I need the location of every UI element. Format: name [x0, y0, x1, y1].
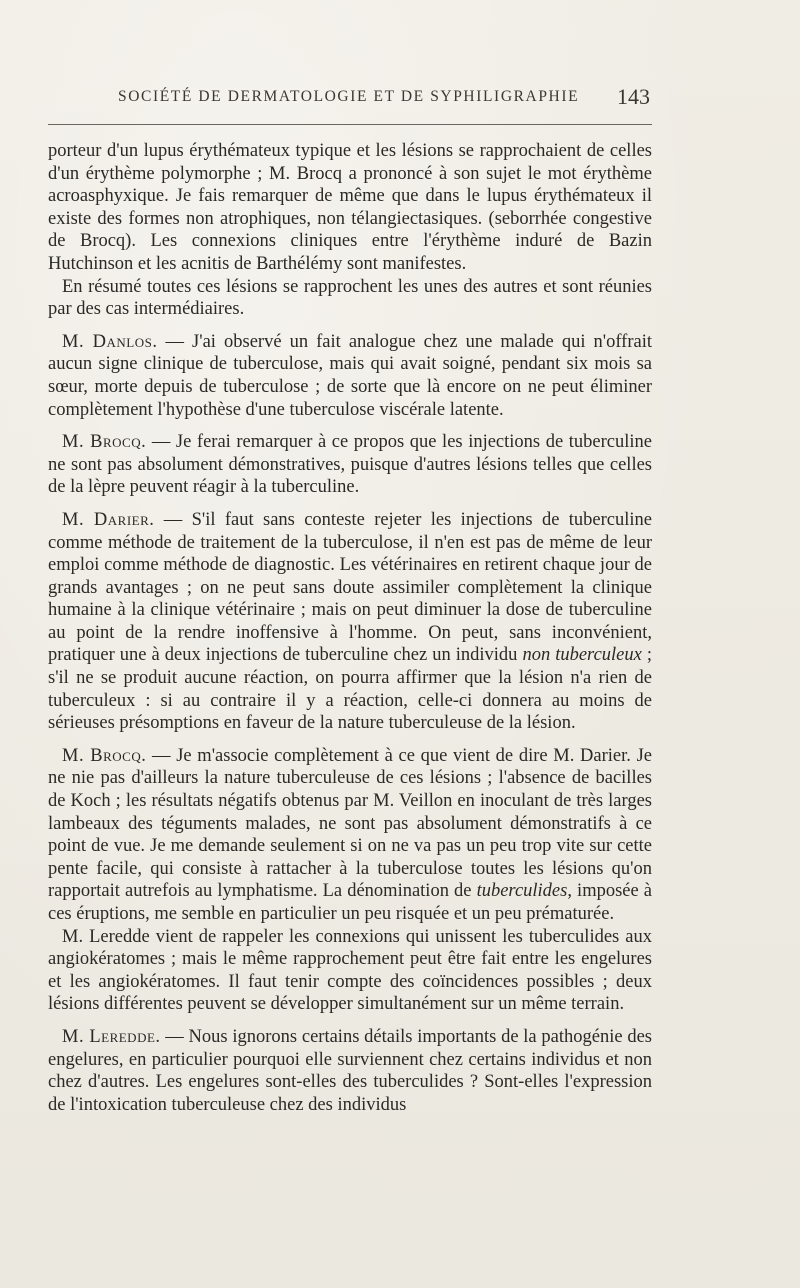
paragraph-leredde-text: — Nous ignorons certains détails importants de la pathogénie des engelures, en particulier pourquoi elle surviennent chez certains individus et non chez d'autres. Les engelures sont-elles des tuberculides ? Sont-elles l'expression de l'intoxication tuberculeuse chez des individus — [48, 1026, 652, 1115]
paragraph-darier — [48, 509, 652, 735]
paragraph-brocq-1 — [48, 431, 652, 499]
paragraph-brocq-3 — [48, 926, 652, 1016]
running-head-title: SOCIÉTÉ DE DERMATOLOGIE ET DE SYPHILIGRAPHIE — [118, 88, 580, 105]
paragraph-brocq-2-italic: tuberculides — [476, 881, 568, 902]
paragraph-brocq-1-text: — Je ferai remarquer à ce propos que les injections de tuberculine ne sont pas absolument démonstratives, puisque d'autres lésions telles que celles de la lèpre peuvent réagir à la tuberculine. — [48, 432, 652, 498]
speaker-darier: M. Darier. — [62, 509, 155, 530]
page-number: 143 — [617, 84, 650, 109]
paragraph-danlos-text: — J'ai observé un fait analogue chez une malade qui n'offrait aucun signe clinique de tuberculose, mais qui avait soigné, pendant six mois sa sœur, morte depuis de tuberculose ; de sorte que là encore on ne peut éliminer complètement l'hypothèse d'une tuberculose viscérale latente. — [48, 331, 652, 420]
paragraph-2-text: En résumé toutes ces lésions se rapprochent les unes des autres et sont réunies par des cas intermédiaires. — [48, 276, 652, 320]
paragraph-darier-text-b: ; s'il ne se produit aucune réaction, on pourra affirmer que la lésion n'a rien de tuberculeux : si au contraire il y a réaction, celle-ci donnera au moins de sérieuses présomptions en faveur de la nature tuberculeuse de la lésion. — [48, 645, 652, 734]
paragraph-leredde — [48, 1026, 652, 1116]
speaker-danlos: M. Danlos. — [62, 331, 158, 352]
paragraph-brocq-3-text: M. Leredde vient de rappeler les connexions qui unissent les tuberculides aux angiokératomes ; mais le même rapprochement peut être fait entre les engelures et les angiokératomes. Il faut tenir compte des coïncidences possibles ; deux lésions différentes peuvent se développer simultanément sur un même terrain. — [48, 926, 652, 1015]
paragraph-1 — [48, 140, 652, 276]
header-rule — [48, 124, 652, 125]
paragraph-danlos — [48, 331, 652, 421]
paragraph-brocq-2-text-b: , imposée à ces éruptions, me semble en particulier un peu risquée et un peu prématurée. — [48, 881, 652, 924]
speaker-leredde: M. Leredde. — [62, 1026, 161, 1047]
paragraph-brocq-2-text-a: — Je m'associe complètement à ce que vient de dire M. Darier. Je ne nie pas d'ailleurs la nature tuberculeuse de ces lésions ; l'absence de bacilles de Koch ; les résultats négatifs obtenus par M. Veillon en inoculant de très larges lambeaux des téguments malades, ne sont pas absolument démonstratifs à ce point de vue. Je me demande seulement si on ne va pas un peu trop vite sur cette pente facile, qui consiste à rattacher à la tuberculose toutes les lésions qu'on rapportait autrefois au lymphatisme. La dénomination de — [48, 745, 652, 902]
paragraph-1-text: porteur d'un lupus érythémateux typique et les lésions se rapprochaient de celles d'un érythème polymorphe ; M. Brocq a prononcé à son sujet le mot érythème acroasphyxique. Je fais remarquer de même que dans le lupus érythémateux il existe des formes non atrophiques, non télangiectasiques. (seborrhée congestive de Brocq). Les connexions cliniques entre l'érythème induré de Bazin Hutchinson et les acnitis de Barthélémy sont manifestes. — [48, 141, 652, 274]
body-text — [48, 140, 652, 1116]
speaker-brocq-2: M. Brocq. — [62, 745, 147, 766]
paragraph-brocq-2 — [48, 745, 652, 926]
paragraph-darier-italic: non tuberculeux — [522, 645, 642, 666]
paragraph-darier-text-a: — S'il faut sans conteste rejeter les injections de tuberculine comme méthode de traitement de la tuberculose, il n'en est pas de même de leur emploi comme méthode de diagnostic. Les vétérinaires en retirent chaque jour de grands avantages ; on ne peut sans doute assimiler complètement la clinique humaine à la clinique vétérinaire ; mais on peut diminuer la dose de tuberculine au point de la rendre inoffensive à l'homme. On peut, sans inconvénient, pratiquer une à deux injections de tuberculine chez un individu — [48, 509, 653, 666]
speaker-brocq-1: M. Brocq. — [62, 432, 147, 453]
paragraph-2 — [48, 276, 652, 321]
